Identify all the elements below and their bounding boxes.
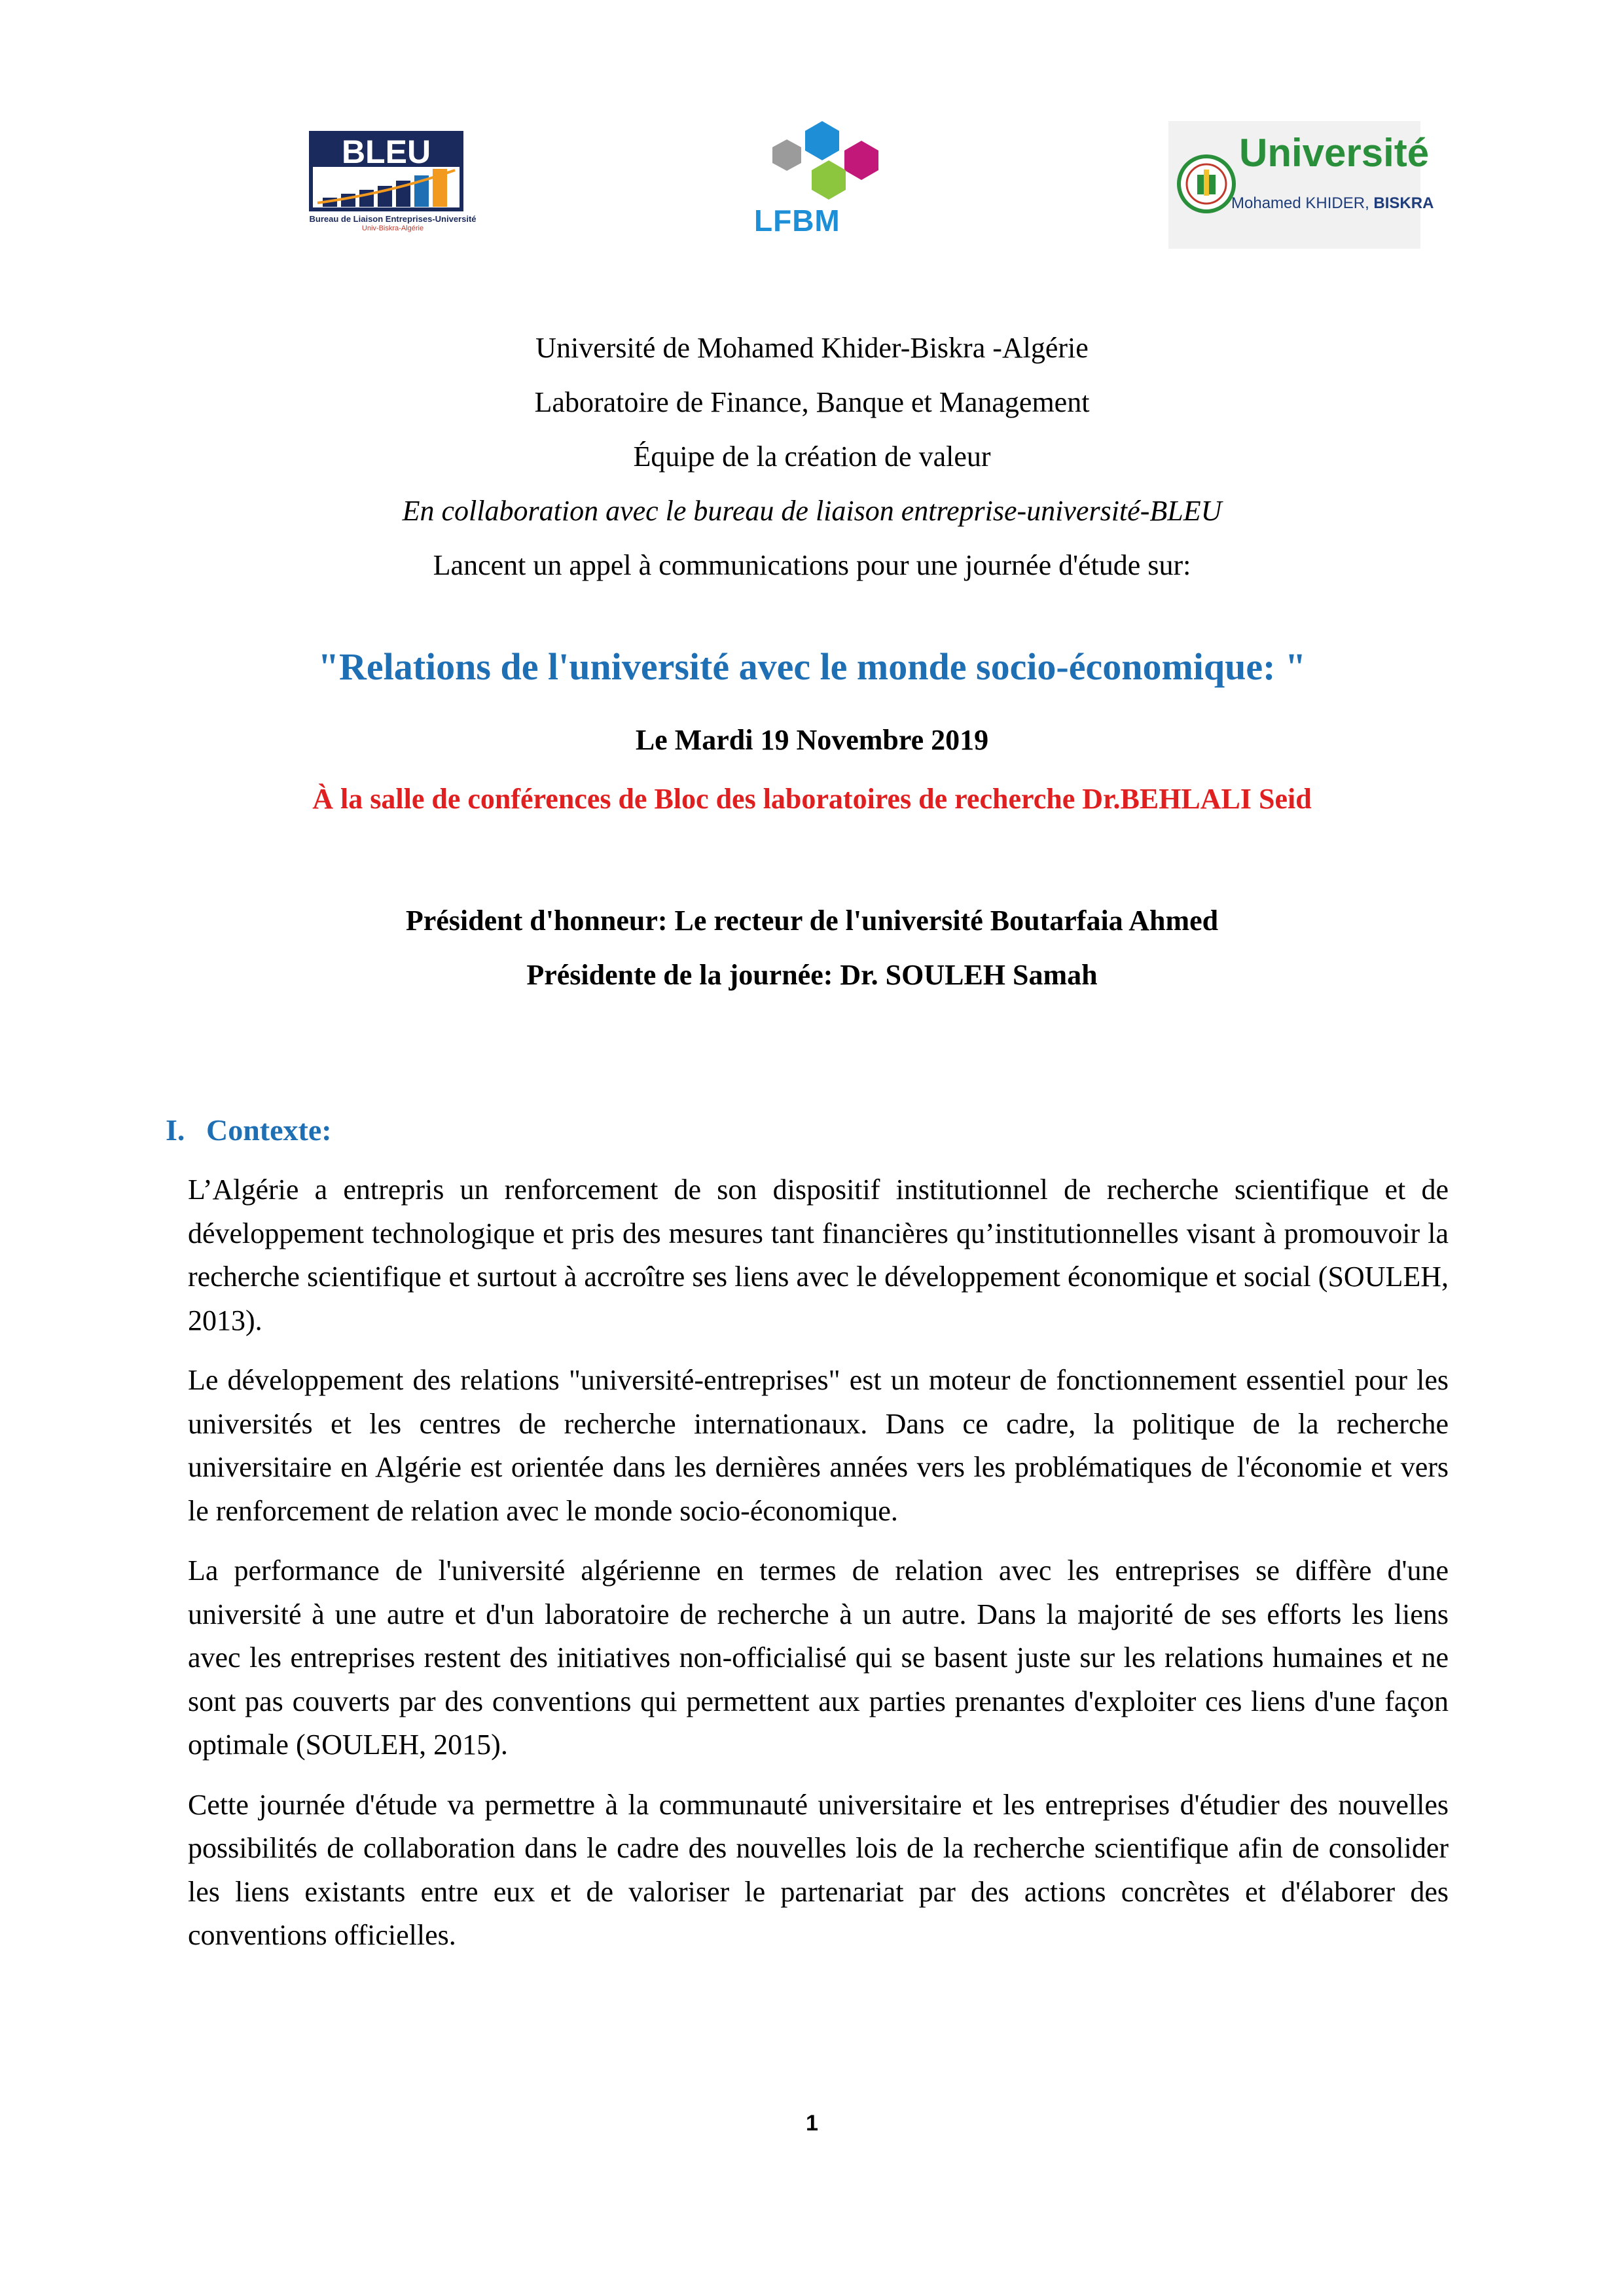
- header-call: Lancent un appel à communications pour une journée d'étude sur:: [433, 549, 1191, 581]
- event-chair: Présidente de la journée: Dr. SOULEH Samah: [526, 959, 1098, 991]
- event-title: "Relations de l'université avec le monde socio-économique: ": [317, 645, 1307, 688]
- honorary-president: Président d'honneur: Le recteur de l'université Boutarfaia Ahmed: [405, 905, 1219, 937]
- lfbm-hex-gray: [772, 139, 801, 171]
- paragraph: Le développement des relations "université-entreprises" est un moteur de fonctionnement essentiel pour les universités et les centres de recherche internationaux. Dans ce cadre, la politique de la recherche universitaire en Algérie est orientée dans les dernières années vers les problématiques de l'économie et vers le renforcement de relation avec le monde socio-économique.: [188, 1364, 1449, 1527]
- lfbm-hex-green: [812, 160, 846, 200]
- paragraph: La performance de l'université algérienne en termes de relation avec les entreprises se diffère d'une université à une autre et d'un laboratoire de recherche à un autre. Dans la majorité de ses efforts les liens avec les entreprises restent des initiatives non-officialisé qui se basent juste sur les relations humaines et ne sont pas couverts par des conventions qui permettent aux parties prenantes d'exploiter ces liens d'une façon optimale (SOULEH, 2015).: [188, 1554, 1449, 1761]
- bleu-bar-2: [341, 194, 355, 207]
- event-date: Le Mardi 19 Novembre 2019: [635, 724, 989, 756]
- header-university: Université de Mohamed Khider-Biskra -Algérie: [535, 332, 1089, 364]
- header-collaboration: En collaboration avec le bureau de liaison entreprise-université-BLEU: [402, 495, 1222, 527]
- event-venue: À la salle de conférences de Bloc des laboratoires de recherche Dr.BEHLALI Seid: [312, 783, 1312, 815]
- logo-row: [0, 118, 1624, 262]
- header-block: [0, 321, 1624, 592]
- universite-logo: [1168, 121, 1434, 249]
- section-body: [188, 1168, 1449, 1974]
- paragraph: L’Algérie a entrepris un renforcement de son dispositif institutionnel de recherche scientifique et de développement technologique et pris des mesures tant financières qu’institutionnelles visant à promouvoir la recherche scientifique et surtout à accroître ses liens avec le développement économique et social (SOULEH, 2013).: [188, 1174, 1449, 1336]
- page-number: 1: [806, 2111, 818, 2136]
- header-laboratory: Laboratoire de Finance, Banque et Management: [534, 386, 1090, 418]
- universite-city: BISKRA: [1373, 194, 1434, 212]
- section-title: Contexte:: [206, 1113, 332, 1147]
- universite-emblem: [1174, 124, 1239, 248]
- bleu-logo-graphic: [239, 131, 547, 215]
- bleu-caption: Bureau de Liaison Entreprises-Université: [309, 214, 477, 224]
- bleu-wordmark: BLEU: [341, 134, 431, 170]
- lfbm-hex-magenta: [844, 141, 878, 180]
- bleu-logo: [239, 131, 547, 232]
- lfbm-hex-blue: [805, 121, 839, 160]
- lfbm-wordmark: LFBM: [754, 204, 840, 238]
- section-number: I.: [166, 1113, 185, 1147]
- bleu-subcaption: Univ-Biskra-Algérie: [361, 224, 424, 232]
- header-team: Équipe de la création de valeur: [633, 440, 991, 473]
- officials-block: [0, 893, 1624, 1002]
- universite-wordmark: Université: [1239, 131, 1430, 175]
- lfbm-logo: [746, 118, 943, 236]
- universite-name: [1231, 194, 1434, 213]
- universite-name-text: Mohamed KHIDER,: [1231, 194, 1369, 212]
- paragraph: Cette journée d'étude va permettre à la communauté universitaire et les entreprises d'étudier des nouvelles possibilités de collaboration dans le cadre des nouvelles lois de la recherche scientifique afin de consolider les liens existants entre eux et de valoriser le partenariat par des actions concrètes et d'élaborer des conventions officielles.: [188, 1788, 1449, 1951]
- lfbm-hexagons: [746, 118, 943, 209]
- section-heading: [166, 1113, 332, 1147]
